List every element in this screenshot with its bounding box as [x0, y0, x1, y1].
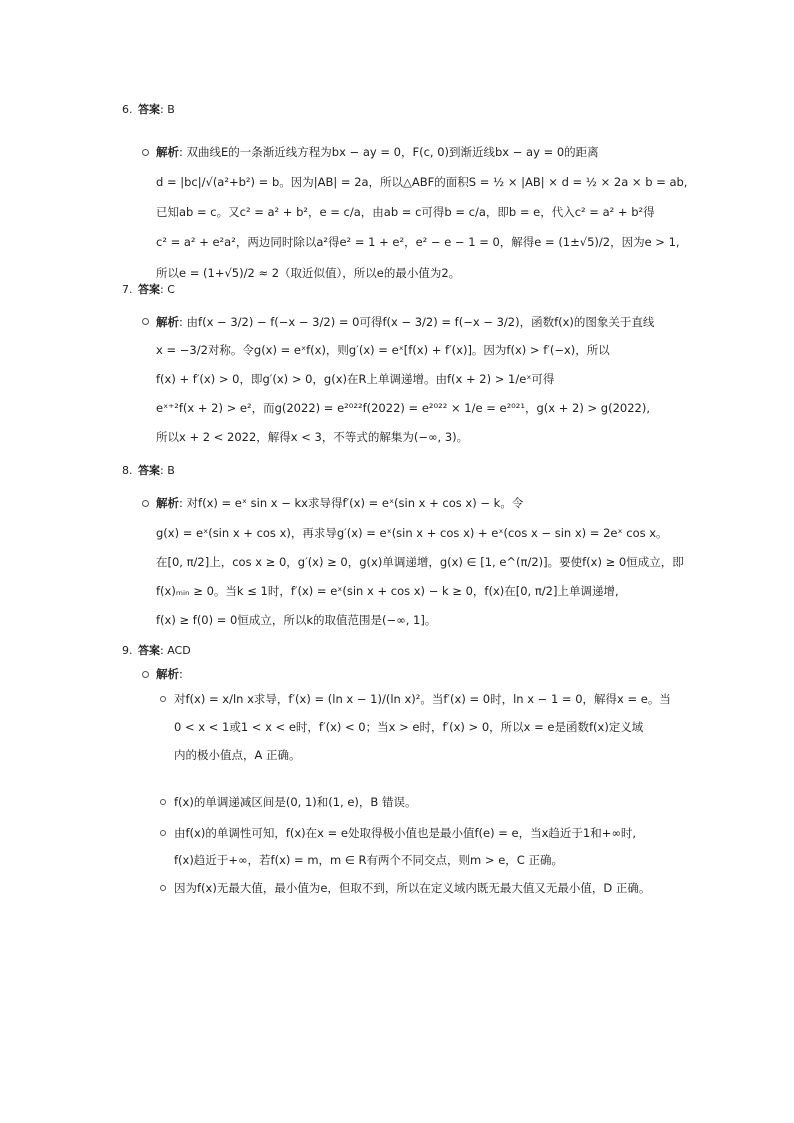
analysis-line: 在[0, π/2]上，cos x ≥ 0，g′(x) ≥ 0，g(x)单调递增，g(x) ∈ [1, e^(π/2)]。要使f(x) ≥ 0恒成立，即 — [156, 555, 684, 569]
analysis-line: 解析: 对f(x) = eˣ sin x − kx求导得f′(x) = eˣ(sin x + cos x) − k。令 — [156, 496, 524, 510]
analysis-line: 所以x + 2 < 2022，解得x < 3，不等式的解集为(−∞, 3)。 — [156, 430, 469, 444]
answer-line: 答案: B — [138, 464, 175, 477]
sub-bullet-icon — [160, 696, 166, 702]
analysis-line: f(x) ≥ f(0) = 0恒成立，所以k的取值范围是(−∞, 1]。 — [156, 613, 437, 627]
analysis-label: 解析 — [156, 315, 179, 329]
answer-line: 答案: C — [138, 283, 175, 296]
bullet-icon — [142, 671, 149, 678]
point-line: 0 < x < 1或1 < x < e时，f′(x) < 0；当x > e时，f′(x) > 0，所以x = e是函数f(x)定义域 — [174, 720, 644, 734]
sub-bullet-icon — [160, 885, 166, 891]
analysis-line: eˣ⁺²f(x + 2) > e²，而g(2022) = e²⁰²²f(2022) = e²⁰²² × 1/e = e²⁰²¹，g(x + 2) > g(2022), — [156, 401, 650, 415]
question-number: 8. — [122, 464, 133, 477]
analysis-line: c² = a² + e²a²，两边同时除以a²得e² = 1 + e²，e² − e − 1 = 0，解得e = (1±√5)/2，因为e > 1, — [156, 235, 680, 249]
analysis-label: 解析 — [156, 667, 179, 681]
analysis-label: 解析 — [156, 496, 179, 510]
analysis-label: 解析 — [156, 145, 179, 159]
question-header — [122, 102, 682, 118]
analysis-line: f(x) + f′(x) > 0，即g′(x) > 0，g(x)在R上单调递增。由f(x + 2) > 1/eˣ可得 — [156, 372, 555, 386]
sub-bullet-icon — [160, 799, 166, 805]
answer-value: B — [167, 103, 175, 116]
answer-label: 答案 — [138, 464, 160, 477]
analysis-heading: 解析: — [156, 667, 183, 681]
analysis-line: 已知ab = c。又c² = a² + b²，e = c/a，由ab = c可得b = c/a，即b = e，代入c² = a² + b²得 — [156, 205, 655, 219]
answer-value: ACD — [167, 644, 191, 657]
question-header — [122, 282, 682, 298]
question-header — [122, 463, 682, 479]
point-line: 内的极小值点，A 正确。 — [174, 748, 301, 762]
point-line: f(x)的单调递减区间是(0, 1)和(1, e)，B 错误。 — [174, 795, 417, 809]
answer-value: C — [167, 283, 175, 296]
question-number: 6. — [122, 103, 133, 116]
analysis-line: x = −3/2对称。令g(x) = eˣf(x)，则g′(x) = eˣ[f(x) + f′(x)]。因为f(x) > f′(−x)，所以 — [156, 343, 610, 357]
answer-label: 答案 — [138, 283, 160, 296]
question-8 — [122, 463, 684, 627]
answer-label: 答案 — [138, 644, 160, 657]
bullet-icon — [142, 318, 149, 325]
analysis-line: 解析: 由f(x − 3/2) − f(−x − 3/2) = 0可得f(x − 3/2) = f(−x − 3/2)，函数f(x)的图象关于直线 — [156, 315, 655, 329]
question-9 — [122, 643, 682, 895]
bullet-icon — [142, 500, 149, 507]
answer-line: 答案: B — [138, 103, 175, 116]
analysis-line: d = |bc|/√(a²+b²) = b。因为|AB| = 2a，所以△ABF的面积S = ½ × |AB| × d = ½ × 2a × b = ab, — [156, 175, 688, 189]
analysis-line: g(x) = eˣ(sin x + cos x)，再求导g′(x) = eˣ(sin x + cos x) + eˣ(cos x − sin x) = 2eˣ cos x。 — [156, 526, 668, 540]
question-header — [122, 643, 682, 659]
point-line: 因为f(x)无最大值，最小值为e，但取不到，所以在定义域内既无最大值又无最小值，D 正确。 — [174, 881, 651, 895]
question-number: 9. — [122, 644, 133, 657]
answer-line: 答案: ACD — [138, 644, 191, 657]
answer-value: B — [167, 464, 175, 477]
point-line: 由f(x)的单调性可知，f(x)在x = e处取得极小值也是最小值f(e) = e，当x趋近于1和+∞时, — [174, 826, 637, 840]
sub-bullet-icon — [160, 830, 166, 836]
question-6 — [122, 102, 688, 280]
analysis-line: 所以e = (1+√5)/2 ≈ 2（取近似值），所以e的最小值为2。 — [156, 266, 461, 280]
answer-label: 答案 — [138, 103, 160, 116]
question-7 — [122, 282, 682, 444]
point-line: f(x)趋近于+∞，若f(x) = m，m ∈ R有两个不同交点，则m > e，C 正确。 — [174, 853, 563, 867]
analysis-line: 解析: 双曲线E的一条渐近线方程为bx − ay = 0，F(c, 0)到渐近线bx − ay = 0的距离 — [156, 145, 599, 159]
bullet-icon — [142, 149, 149, 156]
question-number: 7. — [122, 283, 133, 296]
point-line: 对f(x) = x/ln x求导，f′(x) = (ln x − 1)/(ln x)²。当f′(x) = 0时，ln x − 1 = 0，解得x = e。当 — [174, 692, 671, 706]
analysis-line: f(x)ₘᵢₙ ≥ 0。当k ≤ 1时，f′(x) = eˣ(sin x + cos x) − k ≥ 0，f(x)在[0, π/2]上单调递增, — [156, 584, 619, 598]
